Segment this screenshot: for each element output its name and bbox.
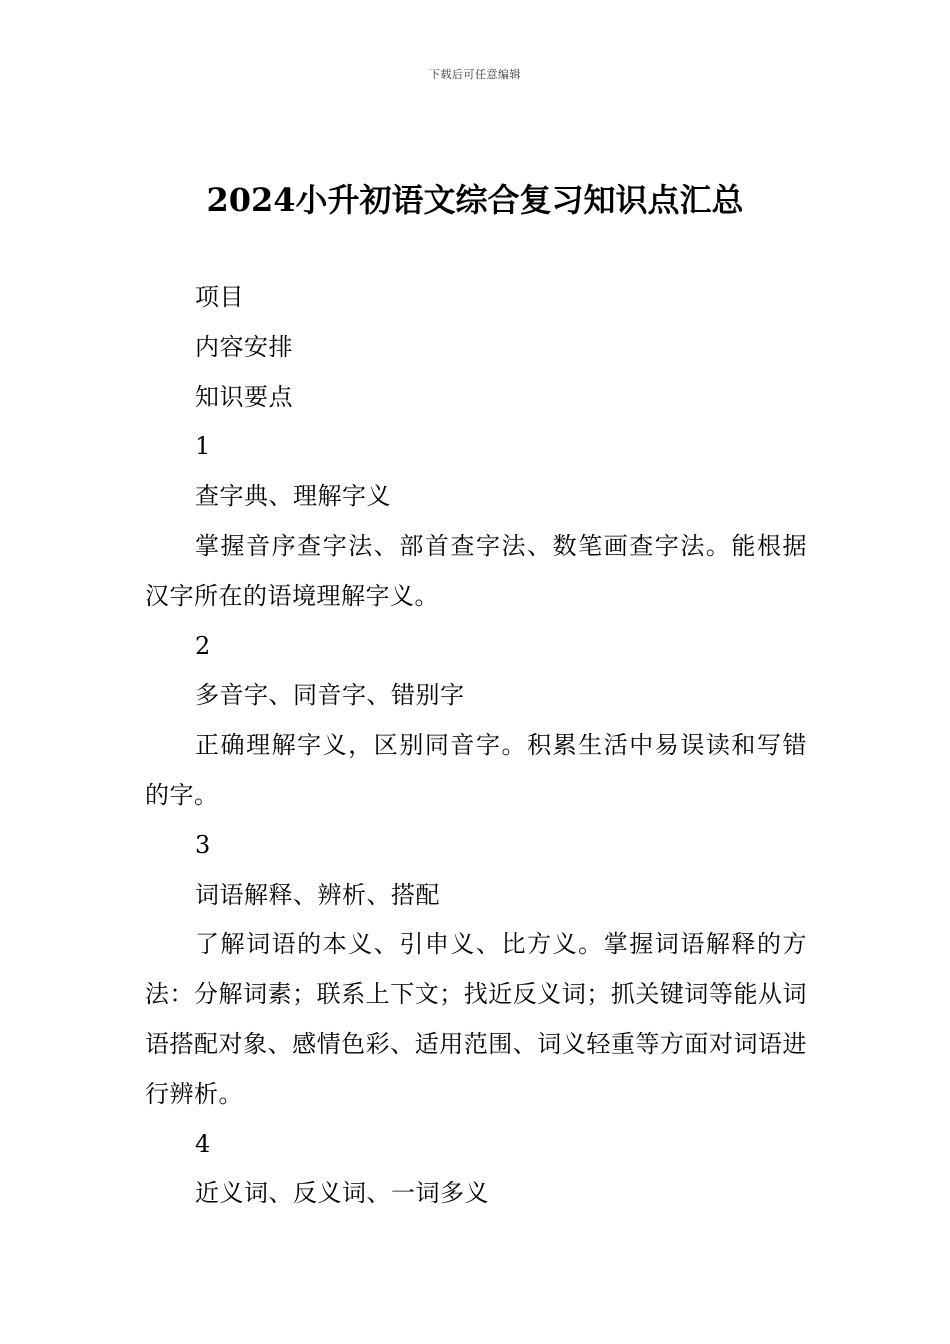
document-title: 2024小升初语文综合复习知识点汇总	[206, 181, 744, 219]
header-note: 下载后可任意编辑	[429, 68, 521, 81]
paragraph-label-project: 项目	[195, 283, 244, 311]
document-body	[145, 273, 807, 1219]
paragraph-item-topic: 近义词、反义词、一词多义	[195, 1179, 489, 1208]
paragraph-item-topic: 词语解释、辨析、搭配	[195, 880, 440, 909]
paragraph-item-detail: 掌握音序查字法、部首查字法、数笔画查字法。能根据汉字所在的语境理解字义。	[145, 531, 807, 610]
paragraph-item-number: 1	[195, 432, 211, 461]
paragraph-item-number: 4	[195, 1129, 211, 1158]
paragraph-label-keypoints: 知识要点	[195, 382, 293, 411]
paragraph-item-topic: 多音字、同音字、错别字	[195, 681, 465, 710]
paragraph-item-detail: 了解词语的本义、引申义、比方义。掌握词语解释的方法：分解词素；联系上下文；找近反义词；抓关键词等能从词语搭配对象、感情色彩、适用范围、词义轻重等方面对词语进行辨析。	[145, 930, 807, 1108]
paragraph-item-topic: 查字典、理解字义	[195, 482, 391, 511]
paragraph-item-number: 3	[195, 830, 211, 859]
paragraph-label-content: 内容安排	[195, 332, 293, 361]
paragraph-item-detail: 正确理解字义，区别同音字。积累生活中易误读和写错的字。	[145, 731, 807, 809]
paragraph-item-number: 2	[195, 631, 211, 660]
